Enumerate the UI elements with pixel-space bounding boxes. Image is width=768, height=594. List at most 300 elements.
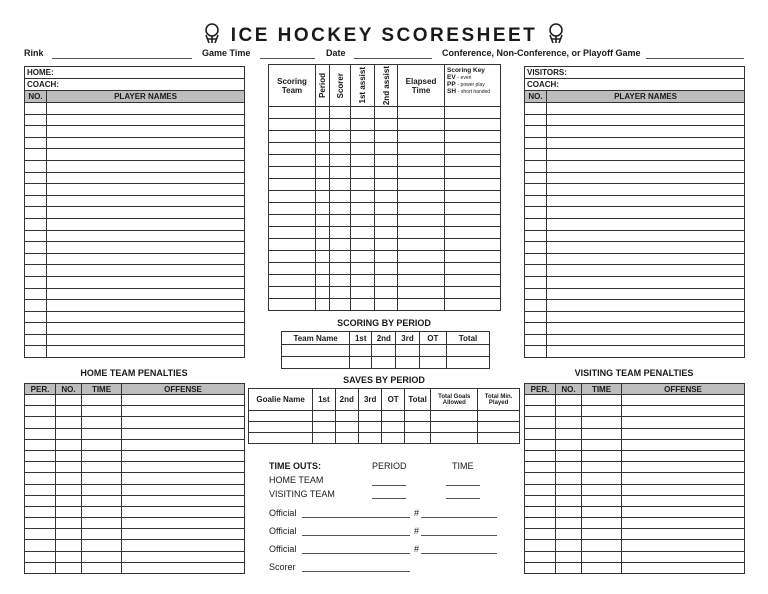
goal-row-cell[interactable] xyxy=(398,191,445,203)
visitor-player-row-cell[interactable] xyxy=(525,195,547,207)
goal-row-cell[interactable] xyxy=(398,299,445,311)
visitor-player-row-cell[interactable] xyxy=(547,207,745,219)
home-penalty-row-cell[interactable] xyxy=(82,439,122,450)
goal-row-cell[interactable] xyxy=(445,119,501,131)
visitor-penalty-row-cell[interactable] xyxy=(556,540,582,551)
goalie-row-cell[interactable] xyxy=(478,411,520,422)
goal-row-cell[interactable] xyxy=(316,119,330,131)
goalie-row-cell[interactable] xyxy=(359,422,382,433)
goal-row-cell[interactable] xyxy=(330,251,351,263)
goal-row-cell[interactable] xyxy=(375,227,398,239)
goal-row-cell[interactable] xyxy=(316,179,330,191)
home-player-row-cell[interactable] xyxy=(47,218,245,230)
visitor-penalty-row-cell[interactable] xyxy=(556,395,582,406)
visitor-player-row-cell[interactable] xyxy=(525,265,547,277)
visitor-player-row-cell[interactable] xyxy=(525,172,547,184)
visitor-player-row-cell[interactable] xyxy=(525,346,547,358)
goal-row-cell[interactable] xyxy=(375,215,398,227)
goal-row-cell[interactable] xyxy=(398,179,445,191)
sbp-team-row-cell[interactable] xyxy=(350,345,372,357)
home-player-row-cell[interactable] xyxy=(25,288,47,300)
goal-row-cell[interactable] xyxy=(375,239,398,251)
home-player-row-cell[interactable] xyxy=(25,126,47,138)
home-penalty-row-cell[interactable] xyxy=(82,406,122,417)
visitor-player-row-cell[interactable] xyxy=(547,137,745,149)
home-player-row-cell[interactable] xyxy=(47,160,245,172)
visitor-penalty-row-cell[interactable] xyxy=(622,540,745,551)
home-player-row-cell[interactable] xyxy=(47,114,245,126)
goal-row-cell[interactable] xyxy=(269,203,316,215)
visitor-penalty-row-cell[interactable] xyxy=(525,484,556,495)
home-penalty-row-cell[interactable] xyxy=(25,406,56,417)
official-3-field[interactable] xyxy=(302,553,410,554)
home-player-row-cell[interactable] xyxy=(25,172,47,184)
home-penalty-row-cell[interactable] xyxy=(25,462,56,473)
goal-row-cell[interactable] xyxy=(330,155,351,167)
home-penalty-row-cell[interactable] xyxy=(82,395,122,406)
home-player-row-cell[interactable] xyxy=(25,160,47,172)
goalie-row-cell[interactable] xyxy=(359,433,382,444)
visitor-penalty-row-cell[interactable] xyxy=(582,540,622,551)
home-player-row-cell[interactable] xyxy=(47,207,245,219)
goal-row-cell[interactable] xyxy=(269,119,316,131)
visitor-penalty-row-cell[interactable] xyxy=(525,417,556,428)
sbp-team-row-cell[interactable] xyxy=(372,345,396,357)
home-player-row-cell[interactable] xyxy=(25,311,47,323)
goal-row-cell[interactable] xyxy=(398,107,445,119)
goal-row-cell[interactable] xyxy=(351,203,375,215)
home-penalty-row-cell[interactable] xyxy=(56,406,82,417)
home-player-row-cell[interactable] xyxy=(47,334,245,346)
goalie-row-cell[interactable] xyxy=(382,433,404,444)
goal-row-cell[interactable] xyxy=(351,155,375,167)
goal-row-cell[interactable] xyxy=(445,143,501,155)
visitor-player-row-cell[interactable] xyxy=(547,149,745,161)
goal-row-cell[interactable] xyxy=(445,251,501,263)
home-penalty-row-cell[interactable] xyxy=(25,495,56,506)
goal-row-cell[interactable] xyxy=(330,299,351,311)
visitor-penalty-row-cell[interactable] xyxy=(622,417,745,428)
goal-row-cell[interactable] xyxy=(375,191,398,203)
home-penalty-row-cell[interactable] xyxy=(82,450,122,461)
goal-row-cell[interactable] xyxy=(445,299,501,311)
goal-row-cell[interactable] xyxy=(398,203,445,215)
goal-row-cell[interactable] xyxy=(375,263,398,275)
home-player-row-cell[interactable] xyxy=(47,172,245,184)
goal-row-cell[interactable] xyxy=(316,107,330,119)
sbp-team-row-cell[interactable] xyxy=(419,345,447,357)
home-penalty-row-cell[interactable] xyxy=(25,551,56,562)
home-penalty-row-cell[interactable] xyxy=(122,450,245,461)
goal-row-cell[interactable] xyxy=(269,155,316,167)
visitor-penalty-row-cell[interactable] xyxy=(582,562,622,573)
visitor-penalty-row-cell[interactable] xyxy=(556,439,582,450)
date-field[interactable] xyxy=(354,58,432,59)
visitor-player-row-cell[interactable] xyxy=(525,184,547,196)
home-penalty-row-cell[interactable] xyxy=(122,529,245,540)
goal-row-cell[interactable] xyxy=(330,227,351,239)
home-penalty-row-cell[interactable] xyxy=(82,462,122,473)
goal-row-cell[interactable] xyxy=(330,107,351,119)
home-penalty-row-cell[interactable] xyxy=(25,395,56,406)
home-player-row-cell[interactable] xyxy=(25,242,47,254)
visitor-player-row-cell[interactable] xyxy=(525,323,547,335)
home-penalty-row-cell[interactable] xyxy=(122,439,245,450)
goal-row-cell[interactable] xyxy=(330,191,351,203)
goal-row-cell[interactable] xyxy=(316,239,330,251)
goal-row-cell[interactable] xyxy=(316,263,330,275)
goal-row-cell[interactable] xyxy=(398,143,445,155)
goal-row-cell[interactable] xyxy=(445,107,501,119)
home-penalty-row-cell[interactable] xyxy=(25,540,56,551)
home-penalty-row-cell[interactable] xyxy=(25,417,56,428)
goal-row-cell[interactable] xyxy=(375,179,398,191)
home-penalty-row-cell[interactable] xyxy=(122,540,245,551)
home-penalty-row-cell[interactable] xyxy=(82,428,122,439)
goal-row-cell[interactable] xyxy=(316,251,330,263)
sbp-team-row-cell[interactable] xyxy=(447,357,490,369)
visitor-penalty-row-cell[interactable] xyxy=(622,450,745,461)
goal-row-cell[interactable] xyxy=(316,299,330,311)
goalie-row-cell[interactable] xyxy=(404,433,430,444)
goalie-row-cell[interactable] xyxy=(382,411,404,422)
visitor-penalty-row-cell[interactable] xyxy=(622,428,745,439)
goalie-row-cell[interactable] xyxy=(313,433,335,444)
visitor-player-row-cell[interactable] xyxy=(547,230,745,242)
home-penalty-row-cell[interactable] xyxy=(56,518,82,529)
visitor-penalty-row-cell[interactable] xyxy=(622,462,745,473)
visitor-penalty-row-cell[interactable] xyxy=(525,551,556,562)
visitor-penalty-row-cell[interactable] xyxy=(525,450,556,461)
home-player-row-cell[interactable] xyxy=(47,276,245,288)
goal-row-cell[interactable] xyxy=(269,107,316,119)
home-player-row-cell[interactable] xyxy=(47,346,245,358)
goal-row-cell[interactable] xyxy=(269,215,316,227)
goal-row-cell[interactable] xyxy=(269,143,316,155)
goal-row-cell[interactable] xyxy=(269,191,316,203)
visitor-penalty-row-cell[interactable] xyxy=(556,506,582,517)
goal-row-cell[interactable] xyxy=(375,107,398,119)
home-player-row-cell[interactable] xyxy=(47,126,245,138)
home-player-row-cell[interactable] xyxy=(25,218,47,230)
home-penalty-row-cell[interactable] xyxy=(56,462,82,473)
goal-row-cell[interactable] xyxy=(351,215,375,227)
home-player-row-cell[interactable] xyxy=(47,184,245,196)
goal-row-cell[interactable] xyxy=(398,119,445,131)
visitor-penalty-row-cell[interactable] xyxy=(582,484,622,495)
goal-row-cell[interactable] xyxy=(445,215,501,227)
visitor-player-row-cell[interactable] xyxy=(547,103,745,115)
goal-row-cell[interactable] xyxy=(375,143,398,155)
goal-row-cell[interactable] xyxy=(445,203,501,215)
goal-row-cell[interactable] xyxy=(330,143,351,155)
visitor-player-row-cell[interactable] xyxy=(525,300,547,312)
goal-row-cell[interactable] xyxy=(375,287,398,299)
visitor-penalty-row-cell[interactable] xyxy=(556,484,582,495)
visitor-penalty-row-cell[interactable] xyxy=(556,473,582,484)
goal-row-cell[interactable] xyxy=(398,227,445,239)
home-timeout-period-field[interactable] xyxy=(372,485,406,486)
visitor-penalty-row-cell[interactable] xyxy=(582,495,622,506)
goal-row-cell[interactable] xyxy=(351,167,375,179)
goalie-row-cell[interactable] xyxy=(431,433,478,444)
goalie-row-cell[interactable] xyxy=(313,411,335,422)
home-penalty-row-cell[interactable] xyxy=(56,551,82,562)
sbp-team-row-cell[interactable] xyxy=(447,345,490,357)
visitor-player-row-cell[interactable] xyxy=(525,230,547,242)
sbp-team-row-cell[interactable] xyxy=(419,357,447,369)
visitor-player-row-cell[interactable] xyxy=(547,218,745,230)
home-penalty-row-cell[interactable] xyxy=(56,473,82,484)
goalie-row-cell[interactable] xyxy=(404,411,430,422)
visitor-penalty-row-cell[interactable] xyxy=(582,473,622,484)
home-player-row-cell[interactable] xyxy=(47,288,245,300)
goal-row-cell[interactable] xyxy=(445,239,501,251)
goalie-row-cell[interactable] xyxy=(478,422,520,433)
goal-row-cell[interactable] xyxy=(269,299,316,311)
goal-row-cell[interactable] xyxy=(375,119,398,131)
goal-row-cell[interactable] xyxy=(398,239,445,251)
home-player-row-cell[interactable] xyxy=(47,265,245,277)
official-3-number-field[interactable] xyxy=(421,553,497,554)
home-player-row-cell[interactable] xyxy=(47,253,245,265)
goal-row-cell[interactable] xyxy=(398,287,445,299)
visitor-penalty-row-cell[interactable] xyxy=(622,529,745,540)
visitor-penalty-row-cell[interactable] xyxy=(556,551,582,562)
home-player-row-cell[interactable] xyxy=(25,276,47,288)
visitor-player-row-cell[interactable] xyxy=(547,288,745,300)
visitor-player-row-cell[interactable] xyxy=(525,276,547,288)
visitor-penalty-row-cell[interactable] xyxy=(622,495,745,506)
sbp-team-row-cell[interactable] xyxy=(396,345,419,357)
visitor-penalty-row-cell[interactable] xyxy=(622,406,745,417)
goal-row-cell[interactable] xyxy=(269,131,316,143)
home-player-row-cell[interactable] xyxy=(47,103,245,115)
home-penalty-row-cell[interactable] xyxy=(122,395,245,406)
home-player-row-cell[interactable] xyxy=(25,346,47,358)
goal-row-cell[interactable] xyxy=(269,239,316,251)
visiting-timeout-time-field[interactable] xyxy=(446,498,480,499)
goalie-row-cell[interactable] xyxy=(404,422,430,433)
home-penalty-row-cell[interactable] xyxy=(82,506,122,517)
home-penalty-row-cell[interactable] xyxy=(56,529,82,540)
home-penalty-row-cell[interactable] xyxy=(82,518,122,529)
home-player-row-cell[interactable] xyxy=(25,137,47,149)
goal-row-cell[interactable] xyxy=(445,155,501,167)
goal-row-cell[interactable] xyxy=(269,227,316,239)
visitor-player-row-cell[interactable] xyxy=(525,253,547,265)
home-penalty-row-cell[interactable] xyxy=(122,462,245,473)
goal-row-cell[interactable] xyxy=(398,263,445,275)
goal-row-cell[interactable] xyxy=(445,179,501,191)
home-player-row-cell[interactable] xyxy=(47,230,245,242)
goal-row-cell[interactable] xyxy=(398,131,445,143)
visitor-player-row-cell[interactable] xyxy=(525,126,547,138)
visitor-player-row-cell[interactable] xyxy=(547,276,745,288)
official-1-number-field[interactable] xyxy=(421,517,497,518)
visitor-penalty-row-cell[interactable] xyxy=(556,417,582,428)
visitor-penalty-row-cell[interactable] xyxy=(582,462,622,473)
home-penalty-row-cell[interactable] xyxy=(82,495,122,506)
home-player-row-cell[interactable] xyxy=(25,230,47,242)
goal-row-cell[interactable] xyxy=(330,239,351,251)
home-penalty-row-cell[interactable] xyxy=(122,406,245,417)
visitor-penalty-row-cell[interactable] xyxy=(582,529,622,540)
visitor-player-row-cell[interactable] xyxy=(547,323,745,335)
home-penalty-row-cell[interactable] xyxy=(25,562,56,573)
visitor-player-row-cell[interactable] xyxy=(525,218,547,230)
visitor-penalty-row-cell[interactable] xyxy=(622,551,745,562)
goalie-row-cell[interactable] xyxy=(382,422,404,433)
goal-row-cell[interactable] xyxy=(330,275,351,287)
goal-row-cell[interactable] xyxy=(375,275,398,287)
home-penalty-row-cell[interactable] xyxy=(82,562,122,573)
goal-row-cell[interactable] xyxy=(316,131,330,143)
home-player-row-cell[interactable] xyxy=(47,195,245,207)
goal-row-cell[interactable] xyxy=(375,299,398,311)
visitor-penalty-row-cell[interactable] xyxy=(582,506,622,517)
visitor-penalty-row-cell[interactable] xyxy=(582,450,622,461)
home-player-row-cell[interactable] xyxy=(25,195,47,207)
visitor-penalty-row-cell[interactable] xyxy=(525,518,556,529)
visitor-penalty-row-cell[interactable] xyxy=(525,529,556,540)
home-player-row-cell[interactable] xyxy=(47,300,245,312)
goal-row-cell[interactable] xyxy=(316,287,330,299)
visitor-player-row-cell[interactable] xyxy=(525,334,547,346)
visitor-player-row-cell[interactable] xyxy=(525,311,547,323)
goal-row-cell[interactable] xyxy=(269,179,316,191)
goal-row-cell[interactable] xyxy=(330,203,351,215)
home-penalty-row-cell[interactable] xyxy=(56,495,82,506)
visitor-penalty-row-cell[interactable] xyxy=(556,518,582,529)
visitor-penalty-row-cell[interactable] xyxy=(556,462,582,473)
goalie-row-cell[interactable] xyxy=(249,433,313,444)
home-player-row-cell[interactable] xyxy=(25,300,47,312)
scorer-field[interactable] xyxy=(302,571,410,572)
goal-row-cell[interactable] xyxy=(351,179,375,191)
home-timeout-time-field[interactable] xyxy=(446,485,480,486)
goal-row-cell[interactable] xyxy=(316,227,330,239)
visitor-player-row-cell[interactable] xyxy=(547,160,745,172)
visitor-penalty-row-cell[interactable] xyxy=(525,473,556,484)
goal-row-cell[interactable] xyxy=(316,275,330,287)
visitor-penalty-row-cell[interactable] xyxy=(525,540,556,551)
visitor-player-row-cell[interactable] xyxy=(547,184,745,196)
visitor-penalty-row-cell[interactable] xyxy=(525,406,556,417)
visitor-player-row-cell[interactable] xyxy=(547,172,745,184)
home-player-row-cell[interactable] xyxy=(25,323,47,335)
goal-row-cell[interactable] xyxy=(330,179,351,191)
sbp-team-row-cell[interactable] xyxy=(282,357,350,369)
goal-row-cell[interactable] xyxy=(445,191,501,203)
home-penalty-row-cell[interactable] xyxy=(56,562,82,573)
visitor-player-row-cell[interactable] xyxy=(547,311,745,323)
home-penalty-row-cell[interactable] xyxy=(56,428,82,439)
goal-row-cell[interactable] xyxy=(351,227,375,239)
goal-row-cell[interactable] xyxy=(316,155,330,167)
home-player-row-cell[interactable] xyxy=(25,265,47,277)
home-penalty-row-cell[interactable] xyxy=(122,506,245,517)
home-penalty-row-cell[interactable] xyxy=(25,450,56,461)
goal-row-cell[interactable] xyxy=(330,131,351,143)
goal-row-cell[interactable] xyxy=(351,107,375,119)
home-penalty-row-cell[interactable] xyxy=(82,529,122,540)
home-penalty-row-cell[interactable] xyxy=(25,473,56,484)
goal-row-cell[interactable] xyxy=(375,131,398,143)
visitor-penalty-row-cell[interactable] xyxy=(525,506,556,517)
goal-row-cell[interactable] xyxy=(351,287,375,299)
visitor-penalty-row-cell[interactable] xyxy=(525,428,556,439)
visitor-penalty-row-cell[interactable] xyxy=(556,562,582,573)
goalie-row-cell[interactable] xyxy=(478,433,520,444)
goal-row-cell[interactable] xyxy=(351,131,375,143)
home-penalty-row-cell[interactable] xyxy=(25,428,56,439)
visitor-penalty-row-cell[interactable] xyxy=(582,406,622,417)
goal-row-cell[interactable] xyxy=(398,155,445,167)
home-player-row-cell[interactable] xyxy=(25,334,47,346)
goalie-row-cell[interactable] xyxy=(431,422,478,433)
goal-row-cell[interactable] xyxy=(330,287,351,299)
visitor-penalty-row-cell[interactable] xyxy=(622,484,745,495)
visitor-player-row-cell[interactable] xyxy=(525,242,547,254)
home-penalty-row-cell[interactable] xyxy=(122,473,245,484)
visitor-penalty-row-cell[interactable] xyxy=(582,518,622,529)
visitor-player-row-cell[interactable] xyxy=(525,103,547,115)
home-penalty-row-cell[interactable] xyxy=(25,529,56,540)
home-penalty-row-cell[interactable] xyxy=(122,484,245,495)
goal-row-cell[interactable] xyxy=(269,263,316,275)
sbp-team-row-cell[interactable] xyxy=(282,345,350,357)
home-player-row-cell[interactable] xyxy=(25,103,47,115)
goal-row-cell[interactable] xyxy=(375,167,398,179)
goal-row-cell[interactable] xyxy=(398,275,445,287)
visitor-penalty-row-cell[interactable] xyxy=(622,473,745,484)
visitor-penalty-row-cell[interactable] xyxy=(622,439,745,450)
home-player-row-cell[interactable] xyxy=(47,137,245,149)
rink-field[interactable] xyxy=(52,58,192,59)
home-penalty-row-cell[interactable] xyxy=(56,439,82,450)
home-player-row-cell[interactable] xyxy=(25,114,47,126)
visitor-penalty-row-cell[interactable] xyxy=(582,395,622,406)
goal-row-cell[interactable] xyxy=(330,167,351,179)
visitor-player-row-cell[interactable] xyxy=(547,114,745,126)
goal-row-cell[interactable] xyxy=(351,299,375,311)
goal-row-cell[interactable] xyxy=(445,275,501,287)
goal-row-cell[interactable] xyxy=(445,287,501,299)
goalie-row-cell[interactable] xyxy=(335,411,358,422)
home-penalty-row-cell[interactable] xyxy=(56,450,82,461)
visitor-penalty-row-cell[interactable] xyxy=(525,439,556,450)
visitor-penalty-row-cell[interactable] xyxy=(556,406,582,417)
goal-row-cell[interactable] xyxy=(351,119,375,131)
official-2-number-field[interactable] xyxy=(421,535,497,536)
goal-row-cell[interactable] xyxy=(375,155,398,167)
visitor-player-row-cell[interactable] xyxy=(547,265,745,277)
goal-row-cell[interactable] xyxy=(351,263,375,275)
home-penalty-row-cell[interactable] xyxy=(122,562,245,573)
visitor-player-row-cell[interactable] xyxy=(525,288,547,300)
goal-row-cell[interactable] xyxy=(269,275,316,287)
goal-row-cell[interactable] xyxy=(316,191,330,203)
goalie-row-cell[interactable] xyxy=(249,422,313,433)
visiting-timeout-period-field[interactable] xyxy=(372,498,406,499)
home-player-row-cell[interactable] xyxy=(25,149,47,161)
goal-row-cell[interactable] xyxy=(375,203,398,215)
goal-row-cell[interactable] xyxy=(269,167,316,179)
goal-row-cell[interactable] xyxy=(375,251,398,263)
home-penalty-row-cell[interactable] xyxy=(56,506,82,517)
sbp-team-row-cell[interactable] xyxy=(372,357,396,369)
